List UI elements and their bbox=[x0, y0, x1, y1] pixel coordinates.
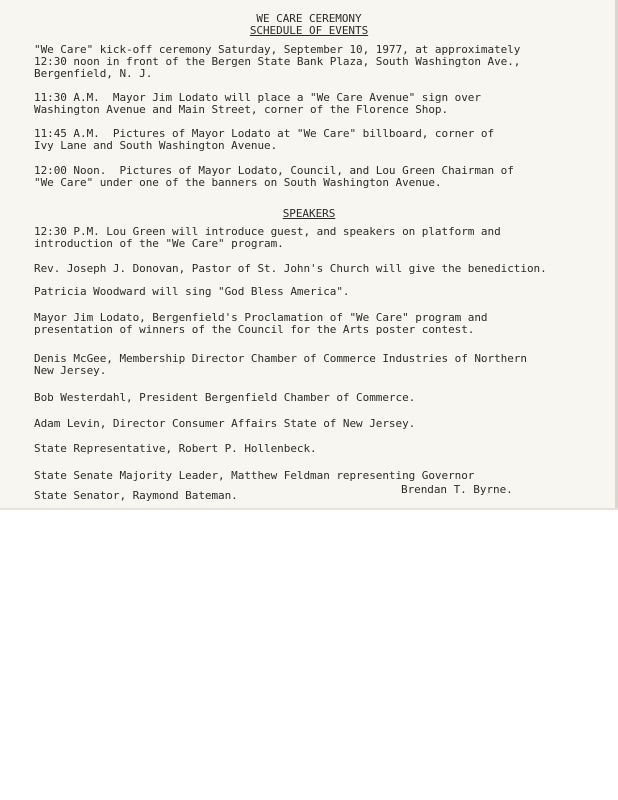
event-line: 12:00 Noon. Pictures of Mayor Lodato, Council, and Lou Green Chairman of bbox=[34, 164, 514, 177]
speaker-line: Patricia Woodward will sing "God Bless America". bbox=[34, 285, 350, 298]
speaker-line: 12:30 P.M. Lou Green will introduce guest, and speakers on platform and bbox=[34, 225, 501, 238]
page-bottom-edge bbox=[0, 508, 618, 510]
speaker-line: New Jersey. bbox=[34, 364, 107, 377]
speakers-heading: SPEAKERS bbox=[282, 207, 336, 220]
speaker-line: State Senate Majority Leader, Matthew Feldman representing Governor bbox=[34, 469, 475, 482]
speaker-line: Denis McGee, Membership Director Chamber of Commerce Industries of Northern bbox=[34, 352, 527, 365]
speaker-line: Brendan T. Byrne. bbox=[401, 483, 513, 496]
intro-line: 12:30 noon in front of the Bergen State Bank Plaza, South Washington Ave., bbox=[34, 55, 521, 68]
speaker-line: State Representative, Robert P. Hollenbeck. bbox=[34, 442, 317, 455]
intro-line: "We Care" kick-off ceremony Saturday, September 10, 1977, at approximately bbox=[34, 43, 521, 56]
intro-line: Bergenfield, N. J. bbox=[34, 67, 153, 80]
event-line: "We Care" under one of the banners on South Washington Avenue. bbox=[34, 176, 442, 189]
speaker-line: State Senator, Raymond Bateman. bbox=[34, 489, 238, 502]
document-subtitle: SCHEDULE OF EVENTS bbox=[249, 24, 369, 37]
event-line: 11:45 A.M. Pictures of Mayor Lodato at "We Care" billboard, corner of bbox=[34, 127, 495, 140]
event-line: Washington Avenue and Main Street, corner of the Florence Shop. bbox=[34, 103, 449, 116]
speaker-line: Bob Westerdahl, President Bergenfield Chamber of Commerce. bbox=[34, 391, 416, 404]
speaker-line: Rev. Joseph J. Donovan, Pastor of St. John's Church will give the benediction. bbox=[34, 262, 547, 275]
speaker-line: Mayor Jim Lodato, Bergenfield's Proclamation of "We Care" program and bbox=[34, 311, 488, 324]
speaker-line: introduction of the "We Care" program. bbox=[34, 237, 284, 250]
event-line: 11:30 A.M. Mayor Jim Lodato will place a "We Care Avenue" sign over bbox=[34, 91, 481, 104]
document-title: WE CARE CEREMONY bbox=[256, 12, 362, 25]
event-line: Ivy Lane and South Washington Avenue. bbox=[34, 139, 278, 152]
speaker-line: Adam Levin, Director Consumer Affairs State of New Jersey. bbox=[34, 417, 416, 430]
speaker-line: presentation of winners of the Council for the Arts poster contest. bbox=[34, 323, 475, 336]
